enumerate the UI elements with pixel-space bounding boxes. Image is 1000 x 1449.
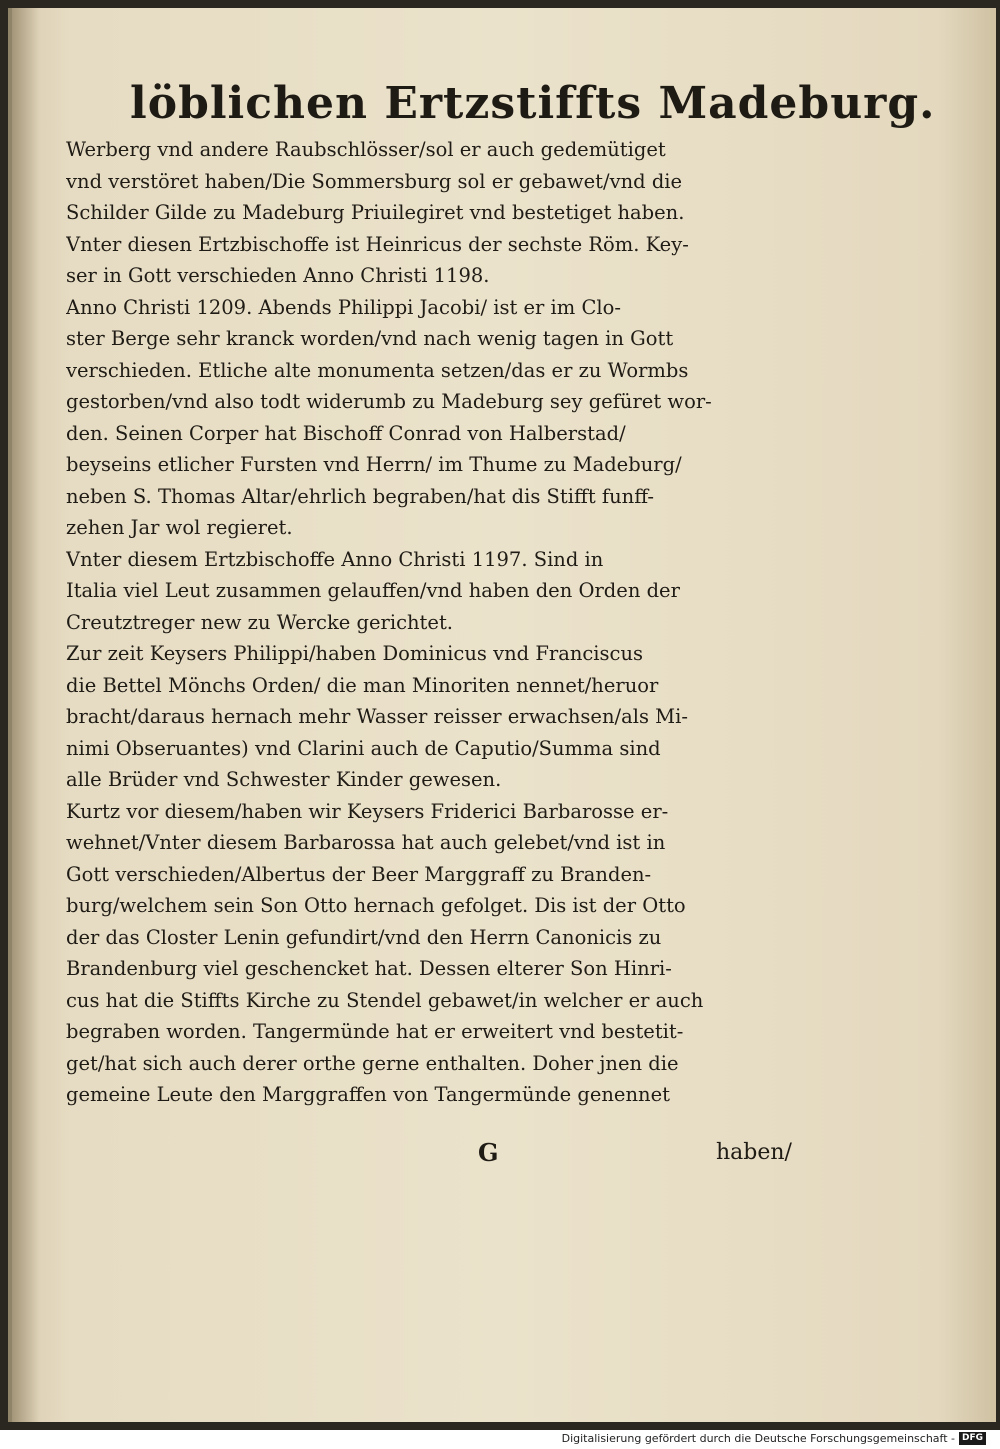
text-line: die Bettel Mönchs Orden/ die man Minoriten nennet/heruor bbox=[66, 673, 659, 697]
text-line: den. Seinen Corper hat Bischoff Conrad von Halberstad/ bbox=[66, 421, 626, 445]
page-spine-shadow bbox=[12, 8, 40, 1422]
text-line: beyseins etlicher Fursten vnd Herrn/ im Thume zu Madeburg/ bbox=[66, 453, 682, 476]
text-line: wehnet/Vnter diesem Barbarossa hat auch gelebet/vnd ist in bbox=[66, 831, 666, 854]
text-line: gemeine Leute den Marggraffen von Tangermünde genennet bbox=[66, 1083, 670, 1106]
text-line: zehen Jar wol regieret. bbox=[66, 516, 293, 539]
footer-credit bbox=[562, 1432, 986, 1445]
text-line: get/hat sich auch derer orthe gerne enthalten. Doher jnen die bbox=[66, 1051, 679, 1075]
text-line: Gott verschieden/Albertus der Beer Marggraff zu Branden- bbox=[66, 862, 652, 886]
text-line: gestorben/vnd also todt widerumb zu Madeburg sey gefüret wor- bbox=[66, 390, 712, 413]
text-line: burg/welchem sein Son Otto hernach gefolget. Dis ist der Otto bbox=[66, 894, 686, 917]
text-line: verschieden. Etliche alte monumenta setzen/das er zu Wormbs bbox=[66, 358, 689, 382]
running-head: löblichen Ertzstiffts Madeburg. bbox=[130, 78, 936, 129]
body-text bbox=[66, 134, 816, 1111]
text-line: Vnter diesem Ertzbischoffe Anno Christi 1197. Sind in bbox=[66, 547, 604, 571]
text-line: Schilder Gilde zu Madeburg Priuilegiret vnd bestetiget haben. bbox=[66, 201, 685, 224]
text-line: Brandenburg viel geschencket hat. Dessen elterer Son Hinri- bbox=[66, 957, 672, 980]
text-line: neben S. Thomas Altar/ehrlich begraben/hat dis Stifft funff- bbox=[66, 484, 654, 508]
text-line: ster Berge sehr kranck worden/vnd nach wenig tagen in Gott bbox=[66, 327, 674, 350]
text-line: Vnter diesen Ertzbischoffe ist Heinricus der sechste Röm. Key- bbox=[66, 232, 689, 256]
text-line: vnd verstöret haben/Die Sommersburg sol er gebawet/vnd die bbox=[66, 169, 683, 193]
text-line: Kurtz vor diesem/haben wir Keysers Friderici Barbarosse er- bbox=[66, 799, 669, 823]
text-line: begraben worden. Tangermünde hat er erweitert vnd bestetit- bbox=[66, 1020, 684, 1043]
text-line: Creutztreger new zu Wercke gerichtet. bbox=[66, 610, 453, 634]
text-line: ser in Gott verschieden Anno Christi 1198. bbox=[66, 264, 490, 287]
text-line: Werberg vnd andere Raubschlösser/sol er auch gedemütiget bbox=[66, 138, 666, 161]
catchword: haben/ bbox=[716, 1140, 792, 1165]
dfg-logo: DFG bbox=[959, 1432, 986, 1445]
footer-text: Digitalisierung gefördert durch die Deutsche Forschungsgemeinschaft - bbox=[561, 1432, 955, 1445]
text-line: Anno Christi 1209. Abends Philippi Jacobi/ ist er im Clo- bbox=[66, 295, 621, 319]
text-line: bracht/daraus hernach mehr Wasser reisser erwachsen/als Mi- bbox=[66, 705, 688, 728]
signature-mark: G bbox=[478, 1138, 499, 1167]
text-line: der das Closter Lenin gefundirt/vnd den Herrn Canonicis zu bbox=[66, 925, 662, 949]
text-line: alle Brüder vnd Schwester Kinder gewesen. bbox=[66, 768, 502, 791]
text-line: Zur zeit Keysers Philippi/haben Dominicus vnd Franciscus bbox=[66, 642, 644, 665]
text-line: cus hat die Stiffts Kirche zu Stendel gebawet/in welcher er auch bbox=[66, 988, 704, 1012]
text-line: Italia viel Leut zusammen gelauffen/vnd haben den Orden der bbox=[66, 579, 680, 602]
text-line: nimi Obseruantes) vnd Clarini auch de Caputio/Summa sind bbox=[66, 736, 661, 760]
